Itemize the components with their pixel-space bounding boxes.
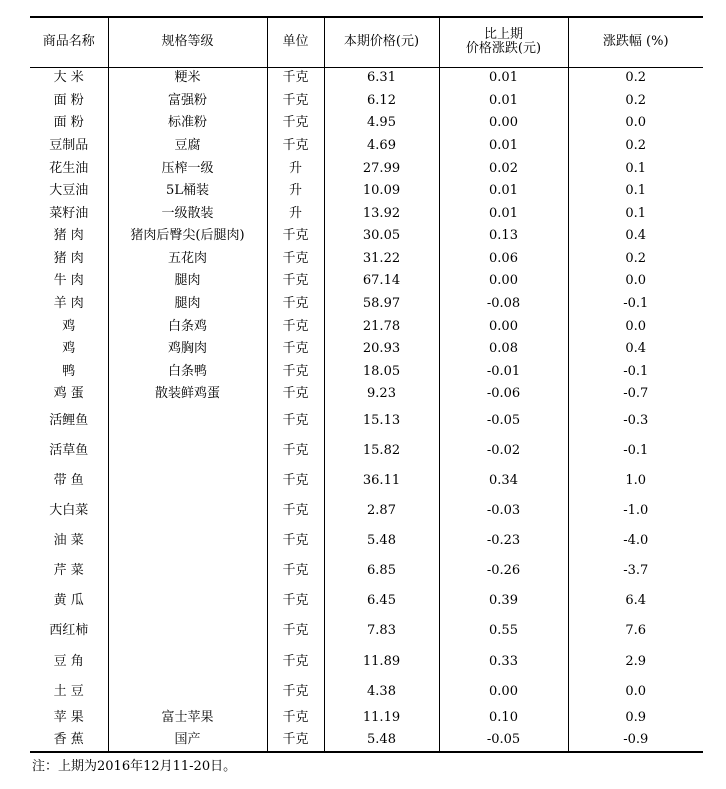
cell-price-change: 0.39: [439, 586, 568, 616]
cell-unit: 千克: [267, 361, 324, 384]
cell-current-price: 4.69: [324, 135, 439, 158]
cell-product-name: 香 蕉: [30, 729, 108, 752]
table-row: [30, 707, 703, 730]
cell-product-name: 芹 菜: [30, 556, 108, 586]
cell-spec-grade: [108, 586, 267, 616]
cell-current-price: 4.38: [324, 677, 439, 707]
cell-spec-grade: [108, 526, 267, 556]
cell-price-change: 0.06: [439, 248, 568, 271]
cell-change-percent: 0.2: [568, 67, 703, 90]
table-row: [30, 647, 703, 677]
cell-spec-grade: 粳米: [108, 67, 267, 90]
cell-unit: 千克: [267, 436, 324, 466]
cell-product-name: 豆制品: [30, 135, 108, 158]
cell-product-name: 菜籽油: [30, 203, 108, 226]
cell-current-price: 21.78: [324, 316, 439, 339]
cell-unit: 千克: [267, 135, 324, 158]
cell-price-change: -0.01: [439, 361, 568, 384]
header-price-change-line1: 比上期: [483, 26, 523, 42]
cell-change-percent: -0.3: [568, 406, 703, 436]
cell-spec-grade: [108, 677, 267, 707]
header-product-name: 商品名称: [30, 17, 108, 67]
table-row: [30, 135, 703, 158]
table-row: [30, 316, 703, 339]
table-row: [30, 383, 703, 406]
cell-price-change: 0.55: [439, 617, 568, 647]
cell-unit: 升: [267, 157, 324, 180]
cell-spec-grade: [108, 617, 267, 647]
cell-price-change: 0.33: [439, 647, 568, 677]
cell-price-change: -0.03: [439, 496, 568, 526]
price-table: [30, 16, 703, 753]
cell-unit: 千克: [267, 677, 324, 707]
cell-product-name: 猪 肉: [30, 248, 108, 271]
cell-spec-grade: [108, 466, 267, 496]
cell-unit: 升: [267, 203, 324, 226]
cell-change-percent: 0.2: [568, 90, 703, 113]
cell-current-price: 31.22: [324, 248, 439, 271]
table-row: [30, 406, 703, 436]
cell-current-price: 10.09: [324, 180, 439, 203]
cell-change-percent: 0.1: [568, 203, 703, 226]
cell-change-percent: 0.1: [568, 157, 703, 180]
cell-current-price: 27.99: [324, 157, 439, 180]
table-row: [30, 466, 703, 496]
cell-spec-grade: 豆腐: [108, 135, 267, 158]
cell-product-name: 油 菜: [30, 526, 108, 556]
table-row: [30, 270, 703, 293]
cell-current-price: 18.05: [324, 361, 439, 384]
cell-change-percent: 0.1: [568, 180, 703, 203]
cell-product-name: 大豆油: [30, 180, 108, 203]
cell-price-change: 0.01: [439, 180, 568, 203]
cell-product-name: 鸭: [30, 361, 108, 384]
cell-change-percent: 0.2: [568, 135, 703, 158]
header-unit: 单位: [267, 17, 324, 67]
cell-unit: 升: [267, 180, 324, 203]
cell-current-price: 15.13: [324, 406, 439, 436]
cell-product-name: 大白菜: [30, 496, 108, 526]
header-spec-grade: 规格等级: [108, 17, 267, 67]
cell-change-percent: -4.0: [568, 526, 703, 556]
cell-current-price: 5.48: [324, 526, 439, 556]
cell-product-name: 鸡: [30, 338, 108, 361]
cell-product-name: 鸡: [30, 316, 108, 339]
cell-price-change: 0.08: [439, 338, 568, 361]
cell-product-name: 牛 肉: [30, 270, 108, 293]
cell-current-price: 7.83: [324, 617, 439, 647]
header-row: [30, 17, 703, 67]
cell-price-change: 0.13: [439, 225, 568, 248]
cell-unit: 千克: [267, 270, 324, 293]
cell-unit: 千克: [267, 383, 324, 406]
cell-product-name: 豆 角: [30, 647, 108, 677]
cell-unit: 千克: [267, 586, 324, 616]
table-row: [30, 180, 703, 203]
cell-price-change: 0.00: [439, 316, 568, 339]
cell-product-name: 大 米: [30, 67, 108, 90]
cell-current-price: 6.45: [324, 586, 439, 616]
cell-price-change: 0.01: [439, 90, 568, 113]
cell-current-price: 5.48: [324, 729, 439, 752]
table-row: [30, 361, 703, 384]
cell-price-change: -0.05: [439, 406, 568, 436]
cell-spec-grade: [108, 436, 267, 466]
cell-unit: 千克: [267, 293, 324, 316]
table-row: [30, 729, 703, 752]
cell-change-percent: -3.7: [568, 556, 703, 586]
table-row: [30, 112, 703, 135]
cell-current-price: 11.19: [324, 707, 439, 730]
cell-price-change: 0.01: [439, 203, 568, 226]
cell-price-change: 0.01: [439, 135, 568, 158]
cell-product-name: 土 豆: [30, 677, 108, 707]
cell-unit: 千克: [267, 466, 324, 496]
table-row: [30, 586, 703, 616]
cell-current-price: 9.23: [324, 383, 439, 406]
cell-current-price: 15.82: [324, 436, 439, 466]
cell-change-percent: 2.9: [568, 647, 703, 677]
cell-current-price: 30.05: [324, 225, 439, 248]
cell-price-change: -0.05: [439, 729, 568, 752]
cell-change-percent: -0.9: [568, 729, 703, 752]
cell-unit: 千克: [267, 729, 324, 752]
cell-current-price: 11.89: [324, 647, 439, 677]
cell-spec-grade: 5L桶装: [108, 180, 267, 203]
cell-change-percent: -0.7: [568, 383, 703, 406]
cell-product-name: 西红柿: [30, 617, 108, 647]
cell-change-percent: -0.1: [568, 361, 703, 384]
table-row: [30, 90, 703, 113]
cell-price-change: 0.00: [439, 112, 568, 135]
cell-price-change: 0.34: [439, 466, 568, 496]
cell-product-name: 带 鱼: [30, 466, 108, 496]
table-body: [30, 67, 703, 752]
cell-price-change: 0.00: [439, 677, 568, 707]
table-row: [30, 293, 703, 316]
cell-change-percent: 0.0: [568, 316, 703, 339]
cell-spec-grade: 腿肉: [108, 270, 267, 293]
table-row: [30, 556, 703, 586]
cell-spec-grade: 白条鸭: [108, 361, 267, 384]
cell-change-percent: -0.1: [568, 436, 703, 466]
footnote: 注：上期为2016年12月11-20日。: [32, 759, 237, 774]
cell-unit: 千克: [267, 526, 324, 556]
cell-price-change: 0.10: [439, 707, 568, 730]
cell-change-percent: 0.0: [568, 677, 703, 707]
header-current-price: 本期价格(元): [324, 17, 439, 67]
cell-change-percent: 0.4: [568, 225, 703, 248]
cell-change-percent: 0.4: [568, 338, 703, 361]
cell-spec-grade: 富士苹果: [108, 707, 267, 730]
table-row: [30, 157, 703, 180]
cell-price-change: 0.01: [439, 67, 568, 90]
cell-unit: 千克: [267, 90, 324, 113]
table-row: [30, 67, 703, 90]
cell-unit: 千克: [267, 225, 324, 248]
cell-spec-grade: [108, 647, 267, 677]
cell-unit: 千克: [267, 556, 324, 586]
header-price-change: [439, 17, 568, 67]
cell-unit: 千克: [267, 338, 324, 361]
cell-price-change: -0.26: [439, 556, 568, 586]
table-row: [30, 248, 703, 271]
cell-product-name: 活草鱼: [30, 436, 108, 466]
cell-current-price: 13.92: [324, 203, 439, 226]
cell-change-percent: 7.6: [568, 617, 703, 647]
cell-unit: 千克: [267, 112, 324, 135]
cell-spec-grade: 压榨一级: [108, 157, 267, 180]
cell-unit: 千克: [267, 496, 324, 526]
cell-spec-grade: 散装鲜鸡蛋: [108, 383, 267, 406]
cell-spec-grade: 猪肉后臀尖(后腿肉): [108, 225, 267, 248]
cell-change-percent: 1.0: [568, 466, 703, 496]
cell-product-name: 羊 肉: [30, 293, 108, 316]
cell-change-percent: 0.0: [568, 270, 703, 293]
cell-unit: 千克: [267, 316, 324, 339]
cell-spec-grade: 国产: [108, 729, 267, 752]
cell-price-change: 0.02: [439, 157, 568, 180]
table-row: [30, 617, 703, 647]
cell-spec-grade: [108, 406, 267, 436]
cell-change-percent: 0.9: [568, 707, 703, 730]
table-row: [30, 338, 703, 361]
cell-unit: 千克: [267, 617, 324, 647]
cell-spec-grade: 标准粉: [108, 112, 267, 135]
cell-current-price: 20.93: [324, 338, 439, 361]
cell-spec-grade: [108, 556, 267, 586]
cell-price-change: -0.23: [439, 526, 568, 556]
cell-spec-grade: 一级散装: [108, 203, 267, 226]
table-row: [30, 225, 703, 248]
cell-product-name: 活鲤鱼: [30, 406, 108, 436]
cell-price-change: 0.00: [439, 270, 568, 293]
table-row: [30, 677, 703, 707]
cell-unit: 千克: [267, 707, 324, 730]
cell-current-price: 6.12: [324, 90, 439, 113]
cell-unit: 千克: [267, 647, 324, 677]
cell-current-price: 36.11: [324, 466, 439, 496]
table-row: [30, 526, 703, 556]
cell-unit: 千克: [267, 248, 324, 271]
cell-current-price: 2.87: [324, 496, 439, 526]
cell-current-price: 6.31: [324, 67, 439, 90]
cell-product-name: 面 粉: [30, 112, 108, 135]
cell-price-change: -0.08: [439, 293, 568, 316]
cell-change-percent: -1.0: [568, 496, 703, 526]
cell-change-percent: 0.0: [568, 112, 703, 135]
cell-current-price: 6.85: [324, 556, 439, 586]
cell-product-name: 苹 果: [30, 707, 108, 730]
cell-spec-grade: 富强粉: [108, 90, 267, 113]
cell-change-percent: -0.1: [568, 293, 703, 316]
table-row: [30, 436, 703, 466]
cell-spec-grade: 白条鸡: [108, 316, 267, 339]
table-row: [30, 496, 703, 526]
cell-spec-grade: 腿肉: [108, 293, 267, 316]
cell-current-price: 58.97: [324, 293, 439, 316]
header-price-change-line2: 价格涨跌(元): [465, 41, 542, 57]
cell-change-percent: 6.4: [568, 586, 703, 616]
cell-price-change: -0.06: [439, 383, 568, 406]
table-row: [30, 203, 703, 226]
cell-product-name: 黄 瓜: [30, 586, 108, 616]
cell-product-name: 鸡 蛋: [30, 383, 108, 406]
cell-product-name: 猪 肉: [30, 225, 108, 248]
header-change-percent: 涨跌幅 (%): [568, 17, 703, 67]
cell-unit: 千克: [267, 406, 324, 436]
cell-price-change: -0.02: [439, 436, 568, 466]
cell-unit: 千克: [267, 67, 324, 90]
cell-product-name: 面 粉: [30, 90, 108, 113]
cell-spec-grade: 五花肉: [108, 248, 267, 271]
cell-spec-grade: 鸡胸肉: [108, 338, 267, 361]
cell-spec-grade: [108, 496, 267, 526]
cell-current-price: 4.95: [324, 112, 439, 135]
cell-current-price: 67.14: [324, 270, 439, 293]
cell-change-percent: 0.2: [568, 248, 703, 271]
cell-product-name: 花生油: [30, 157, 108, 180]
